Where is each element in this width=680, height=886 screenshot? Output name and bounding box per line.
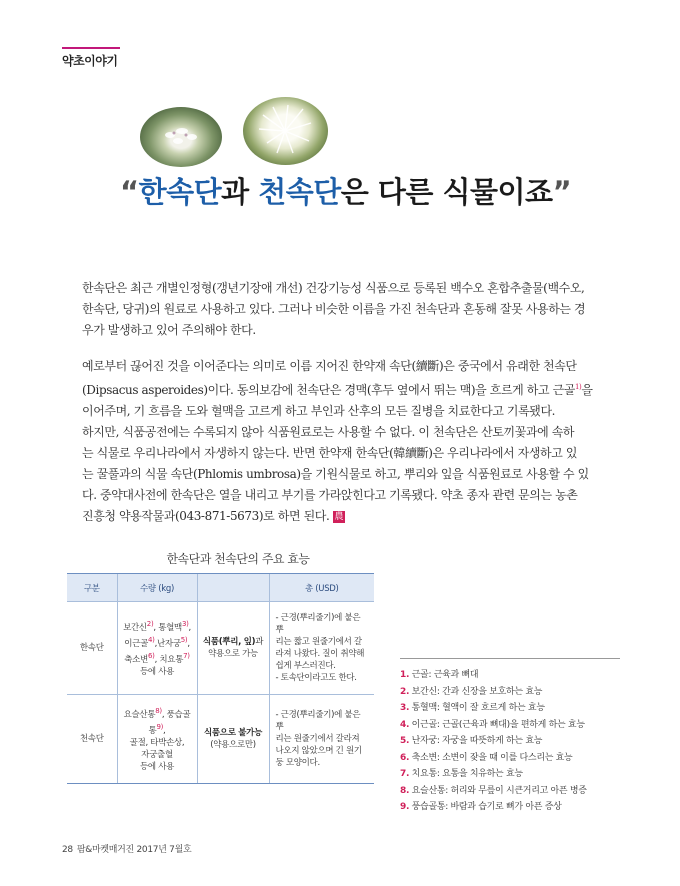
effect-line: 등에 사용 [139,666,175,677]
glossary-item: 4. 이근골: 근골(근육과 뼈대)을 편하게 하는 효능 [400,719,585,730]
section-accent-bar [62,47,120,49]
page-footer [62,842,191,855]
use-bold: 식품(뿌리, 잎)과 [202,637,264,647]
row-use [197,602,269,695]
herb-photo-hansokdan [140,107,222,167]
glossary-item: 7. 치요통: 요통을 치유하는 효능 [400,769,523,779]
magazine-name: 팜&마켓매거진 2017년 7월호 [76,845,192,855]
body-line: 는 꿀풀과의 식물 속단(Phlomis umbrosa)을 기원식물로 하고, 뿌리와 잎을 식품원료로 사용할 수 있 [82,467,589,481]
effect-line: 축소변$^{6)}$, 치요통$^{7)}$ [124,651,190,665]
use-sub: (약용으로만) [210,740,256,750]
note-line: 쉽게 부스러진다. [275,661,336,671]
table-title: 한속단과 천속단의 주요 효능 [166,552,310,566]
table-row [67,695,374,784]
note-line: 리는 짧고 원줄기에서 갈 [275,637,362,647]
row-name: 천속단 [67,695,117,784]
intro-paragraph [82,278,602,341]
use-sub: 약용으로 가능 [208,649,258,659]
glossary-item: 8. 요슬산통: 허리와 무릎이 시큰거리고 아픈 병증 [400,785,587,796]
body-line-text: (Dipsacus asperoides)이다. 동의보감에 천속단은 경맥(후두 옆에서 뛰는 맥)을 흐르게 하고 근골 [82,383,575,397]
effect-line: 등에 사용 [139,761,175,772]
glossary [400,658,620,816]
row-name: 한속단 [67,602,117,695]
row-notes [269,695,374,784]
glossary-item: 9. 풍습골통: 바람과 습기로 뼈가 아픈 증상 [400,802,562,812]
herb-photo-cheonsokdan [243,97,328,165]
note-line: - 근경(뿌리줄기)에 붙은 뿌 [275,710,361,732]
body-line-tail: 을 [581,383,593,397]
headline [120,170,600,211]
note-line: - 근경(뿌리줄기)에 붙은 뿌 [275,613,361,635]
note-line: 나오지 않았으며 긴 원기 [275,746,362,756]
effect-line: 보간신$^{2)}$, 통혈맥$^{3)}$, [123,620,191,634]
headline-text-1: 과 [221,175,259,209]
body-paragraph [82,356,602,527]
row-effects [117,695,197,784]
end-mark-icon: 農 [334,511,344,522]
efficacy-table [67,573,374,784]
body-line: 예로부터 끊어진 것을 이어준다는 의미로 이름 지어진 한약재 속단(續斷)은 중국에서 유래한 천속단 [82,359,577,373]
glossary-item: 5. 난자궁: 자궁을 따뜻하게 하는 효능 [400,736,543,746]
table-header-row [67,574,374,602]
body-line: 는 식물로 우리나라에서 자생하지 않는다. 반면 한약재 한속단(韓續斷)은 우리나라에서 자생하고 있 [82,446,578,460]
glossary-item: 6. 축소변: 소변이 잦을 때 이를 다스리는 효능 [400,752,573,763]
note-line: 리는 원줄기에서 갈라져 [275,734,360,744]
intro-line: 우가 발생하고 있어 주의해야 한다. [82,323,256,337]
body-line: 하지만, 식품공전에는 수록되지 않아 식품원료로는 사용할 수 없다. 이 천속단은 산토끼꽃과에 속하 [82,425,575,439]
header-use [197,574,269,602]
page-number: 28 [62,845,73,855]
glossary-item: 3. 통혈맥: 혈액이 잘 흐르게 하는 효능 [400,703,545,713]
effect-line: 이근골$^{4)}$,난자궁$^{5)}$, [124,636,190,649]
effect-line: 자궁출혈 [141,749,173,760]
use-bold: 식품으로 불가능 [203,728,263,738]
body-line: 다. 중약대사전에 한속단은 열을 내리고 부기를 가라앉힌다고 기록됐다. 약초 종자 관련 문의는 농촌 [82,488,578,502]
section-label: 약초이야기 [62,54,118,68]
headline-hansokdan: 한속단 [138,175,222,209]
row-effects [117,602,197,695]
row-notes [269,602,374,695]
glossary-item: 2. 보간신: 간과 신장을 보호하는 효능 [400,686,543,697]
body-line: 이어주며, 기 흐름을 도와 혈맥을 고르게 하고 부인과 산후의 모든 질병을 치료한다고 기록됐다. [82,404,556,418]
intro-line: 한속단, 당귀)의 원료로 사용하고 있다. 그러나 비슷한 이름을 가진 천속단과 혼동해 잘못 사용하는 경 [82,302,586,316]
body-line [82,506,602,527]
glossary-item: 1. 근골: 근육과 뼈대 [400,670,479,680]
headline-close-quote: ” [552,175,572,209]
footnote-ref: 1) [574,383,582,391]
body-line-text: 진흥청 약용작물과(043-871-5673)로 하면 된다. [82,509,330,523]
headline-open-quote: “ [120,175,139,209]
table-row [67,602,374,695]
header-quantity: 수량 (kg) [117,574,197,602]
note-line: 둥 모양이다. [275,758,320,768]
header-total: 총 (USD) [269,574,374,602]
effect-line: 골절, 타박손상, [129,737,185,748]
headline-cheonsokdan: 천속단 [258,175,341,209]
note-line: - 토속단이라고도 한다. [275,673,357,683]
row-use [197,695,269,784]
note-line: 라져 나왔다. 질이 취약해 [275,649,365,659]
headline-text-2: 은 다른 식물이죠 [340,175,553,209]
intro-line: 한속단은 최근 개별인정형(갱년기장애 개선) 건강기능성 식품으로 등록된 백수오 혼합추출물(백수오, [82,281,585,295]
effect-line: 요슬산통$^{8)}$, 풍습골통$^{9)}$, [123,707,191,736]
body-line [82,377,602,401]
header-category: 구분 [67,574,117,602]
